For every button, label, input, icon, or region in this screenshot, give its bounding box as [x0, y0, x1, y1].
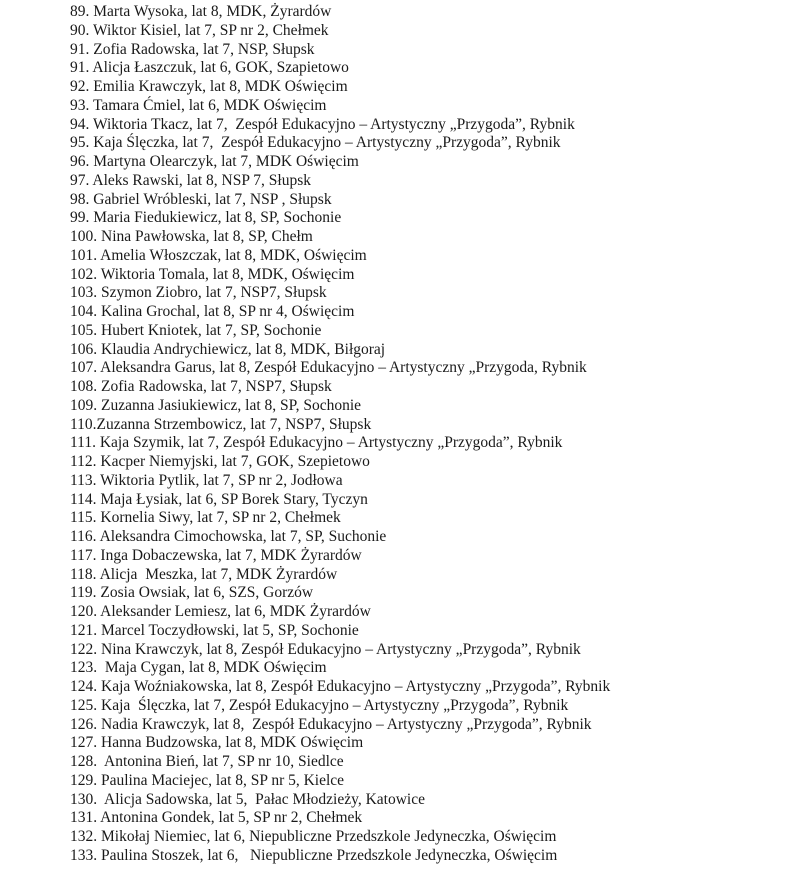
list-item: 106. Klaudia Andrychiewicz, lat 8, MDK, Biłgoraj — [70, 340, 386, 358]
list-item: 91. Alicja Łaszczuk, lat 6, GOK, Szapietowo — [70, 59, 349, 77]
list-item: 116. Aleksandra Cimochowska, lat 7, SP, Suchonie — [70, 528, 387, 545]
list-item: 129. Paulina Maciejec, lat 8, SP nr 5, Kielce — [70, 771, 345, 789]
list-item: 120. Aleksander Lemiesz, lat 6, MDK Żyrardów — [70, 603, 371, 620]
list-item: 102. Wiktoria Tomala, lat 8, MDK, Oświęcim — [70, 265, 355, 283]
list-item: 96. Martyna Olearczyk, lat 7, MDK Oświęcim — [70, 153, 359, 170]
list-item: 112. Kacper Niemyjski, lat 7, GOK, Szepietowo — [70, 453, 370, 470]
participants-list — [70, 3, 800, 866]
list-item: 128. Antonina Bień, lat 7, SP nr 10, Siedlce — [70, 753, 344, 770]
list-item: 113. Wiktoria Pytlik, lat 7, SP nr 2, Jodłowa — [70, 471, 343, 489]
list-item: 110.Zuzanna Strzembowicz, lat 7, NSP7, Słupsk — [70, 415, 372, 433]
list-item: 115. Kornelia Siwy, lat 7, SP nr 2, Chełmek — [70, 509, 341, 527]
list-item: 118. Alicja Meszka, lat 7, MDK Żyrardów — [70, 565, 338, 583]
list-item: 133. Paulina Stoszek, lat 6, Niepubliczne Przedszkole Jedyneczka, Oświęcim — [70, 846, 558, 864]
list-item: 94. Wiktoria Tkacz, lat 7, Zespół Edukacyjno – Artystyczny „Przygoda”, Rybnik — [70, 115, 575, 133]
list-item: 126. Nadia Krawczyk, lat 8, Zespół Edukacyjno – Artystyczny „Przygoda”, Rybnik — [70, 715, 592, 733]
list-item: 117. Inga Dobaczewska, lat 7, MDK Żyrardów — [70, 546, 362, 564]
list-item: 89. Marta Wysoka, lat 8, MDK, Żyrardów — [70, 3, 332, 20]
list-item: 127. Hanna Budzowska, lat 8, MDK Oświęcim — [70, 734, 364, 752]
list-item: 98. Gabriel Wróbleski, lat 7, NSP , Słupsk — [70, 190, 332, 208]
list-item: 90. Wiktor Kisiel, lat 7, SP nr 2, Chełmek — [70, 21, 329, 39]
list-item: 95. Kaja Ślęczka, lat 7, Zespół Edukacyjno – Artystyczny „Przygoda”, Rybnik — [70, 134, 561, 152]
list-item: 125. Kaja Ślęczka, lat 7, Zespół Edukacyjno – Artystyczny „Przygoda”, Rybnik — [70, 696, 569, 714]
list-item: 97. Aleks Rawski, lat 8, NSP 7, Słupsk — [70, 171, 311, 189]
list-item: 103. Szymon Ziobro, lat 7, NSP7, Słupsk — [70, 284, 327, 302]
list-item: 93. Tamara Ćmiel, lat 6, MDK Oświęcim — [70, 96, 327, 114]
list-item: 92. Emilia Krawczyk, lat 8, MDK Oświęcim — [70, 78, 348, 95]
list-item: 108. Zofia Radowska, lat 7, NSP7, Słupsk — [70, 378, 332, 395]
list-item: 107. Aleksandra Garus, lat 8, Zespół Edukacyjno – Artystyczny „Przygoda, Rybnik — [70, 359, 587, 377]
list-item: 122. Nina Krawczyk, lat 8, Zespół Edukacyjno – Artystyczny „Przygoda”, Rybnik — [70, 640, 581, 658]
list-item: 119. Zosia Owsiak, lat 6, SZS, Gorzów — [70, 584, 314, 602]
list-item: 131. Antonina Gondek, lat 5, SP nr 2, Chełmek — [70, 809, 363, 827]
list-item: 114. Maja Łysiak, lat 6, SP Borek Stary, Tyczyn — [70, 490, 368, 508]
list-item: 101. Amelia Włoszczak, lat 8, MDK, Oświęcim — [70, 246, 367, 264]
list-item: 132. Mikołaj Niemiec, lat 6, Niepubliczne Przedszkole Jedyneczka, Oświęcim — [70, 828, 557, 845]
list-item: 104. Kalina Grochal, lat 8, SP nr 4, Oświęcim — [70, 303, 355, 320]
list-item: 99. Maria Fiedukiewicz, lat 8, SP, Sochonie — [70, 209, 342, 227]
list-item: 124. Kaja Woźniakowska, lat 8, Zespół Edukacyjno – Artystyczny „Przygoda”, Rybnik — [70, 678, 611, 695]
list-item: 100. Nina Pawłowska, lat 8, SP, Chełm — [70, 228, 313, 245]
list-item: 130. Alicja Sadowska, lat 5, Pałac Młodzieży, Katowice — [70, 790, 425, 808]
list-item: 123. Maja Cygan, lat 8, MDK Oświęcim — [70, 659, 327, 677]
list-item: 91. Zofia Radowska, lat 7, NSP, Słupsk — [70, 40, 315, 58]
list-item: 109. Zuzanna Jasiukiewicz, lat 8, SP, Sochonie — [70, 396, 362, 414]
list-item: 105. Hubert Kniotek, lat 7, SP, Sochonie — [70, 321, 322, 339]
list-item: 121. Marcel Toczydłowski, lat 5, SP, Sochonie — [70, 621, 359, 639]
list-item: 111. Kaja Szymik, lat 7, Zespół Edukacyjno – Artystyczny „Przygoda”, Rybnik — [70, 434, 563, 452]
